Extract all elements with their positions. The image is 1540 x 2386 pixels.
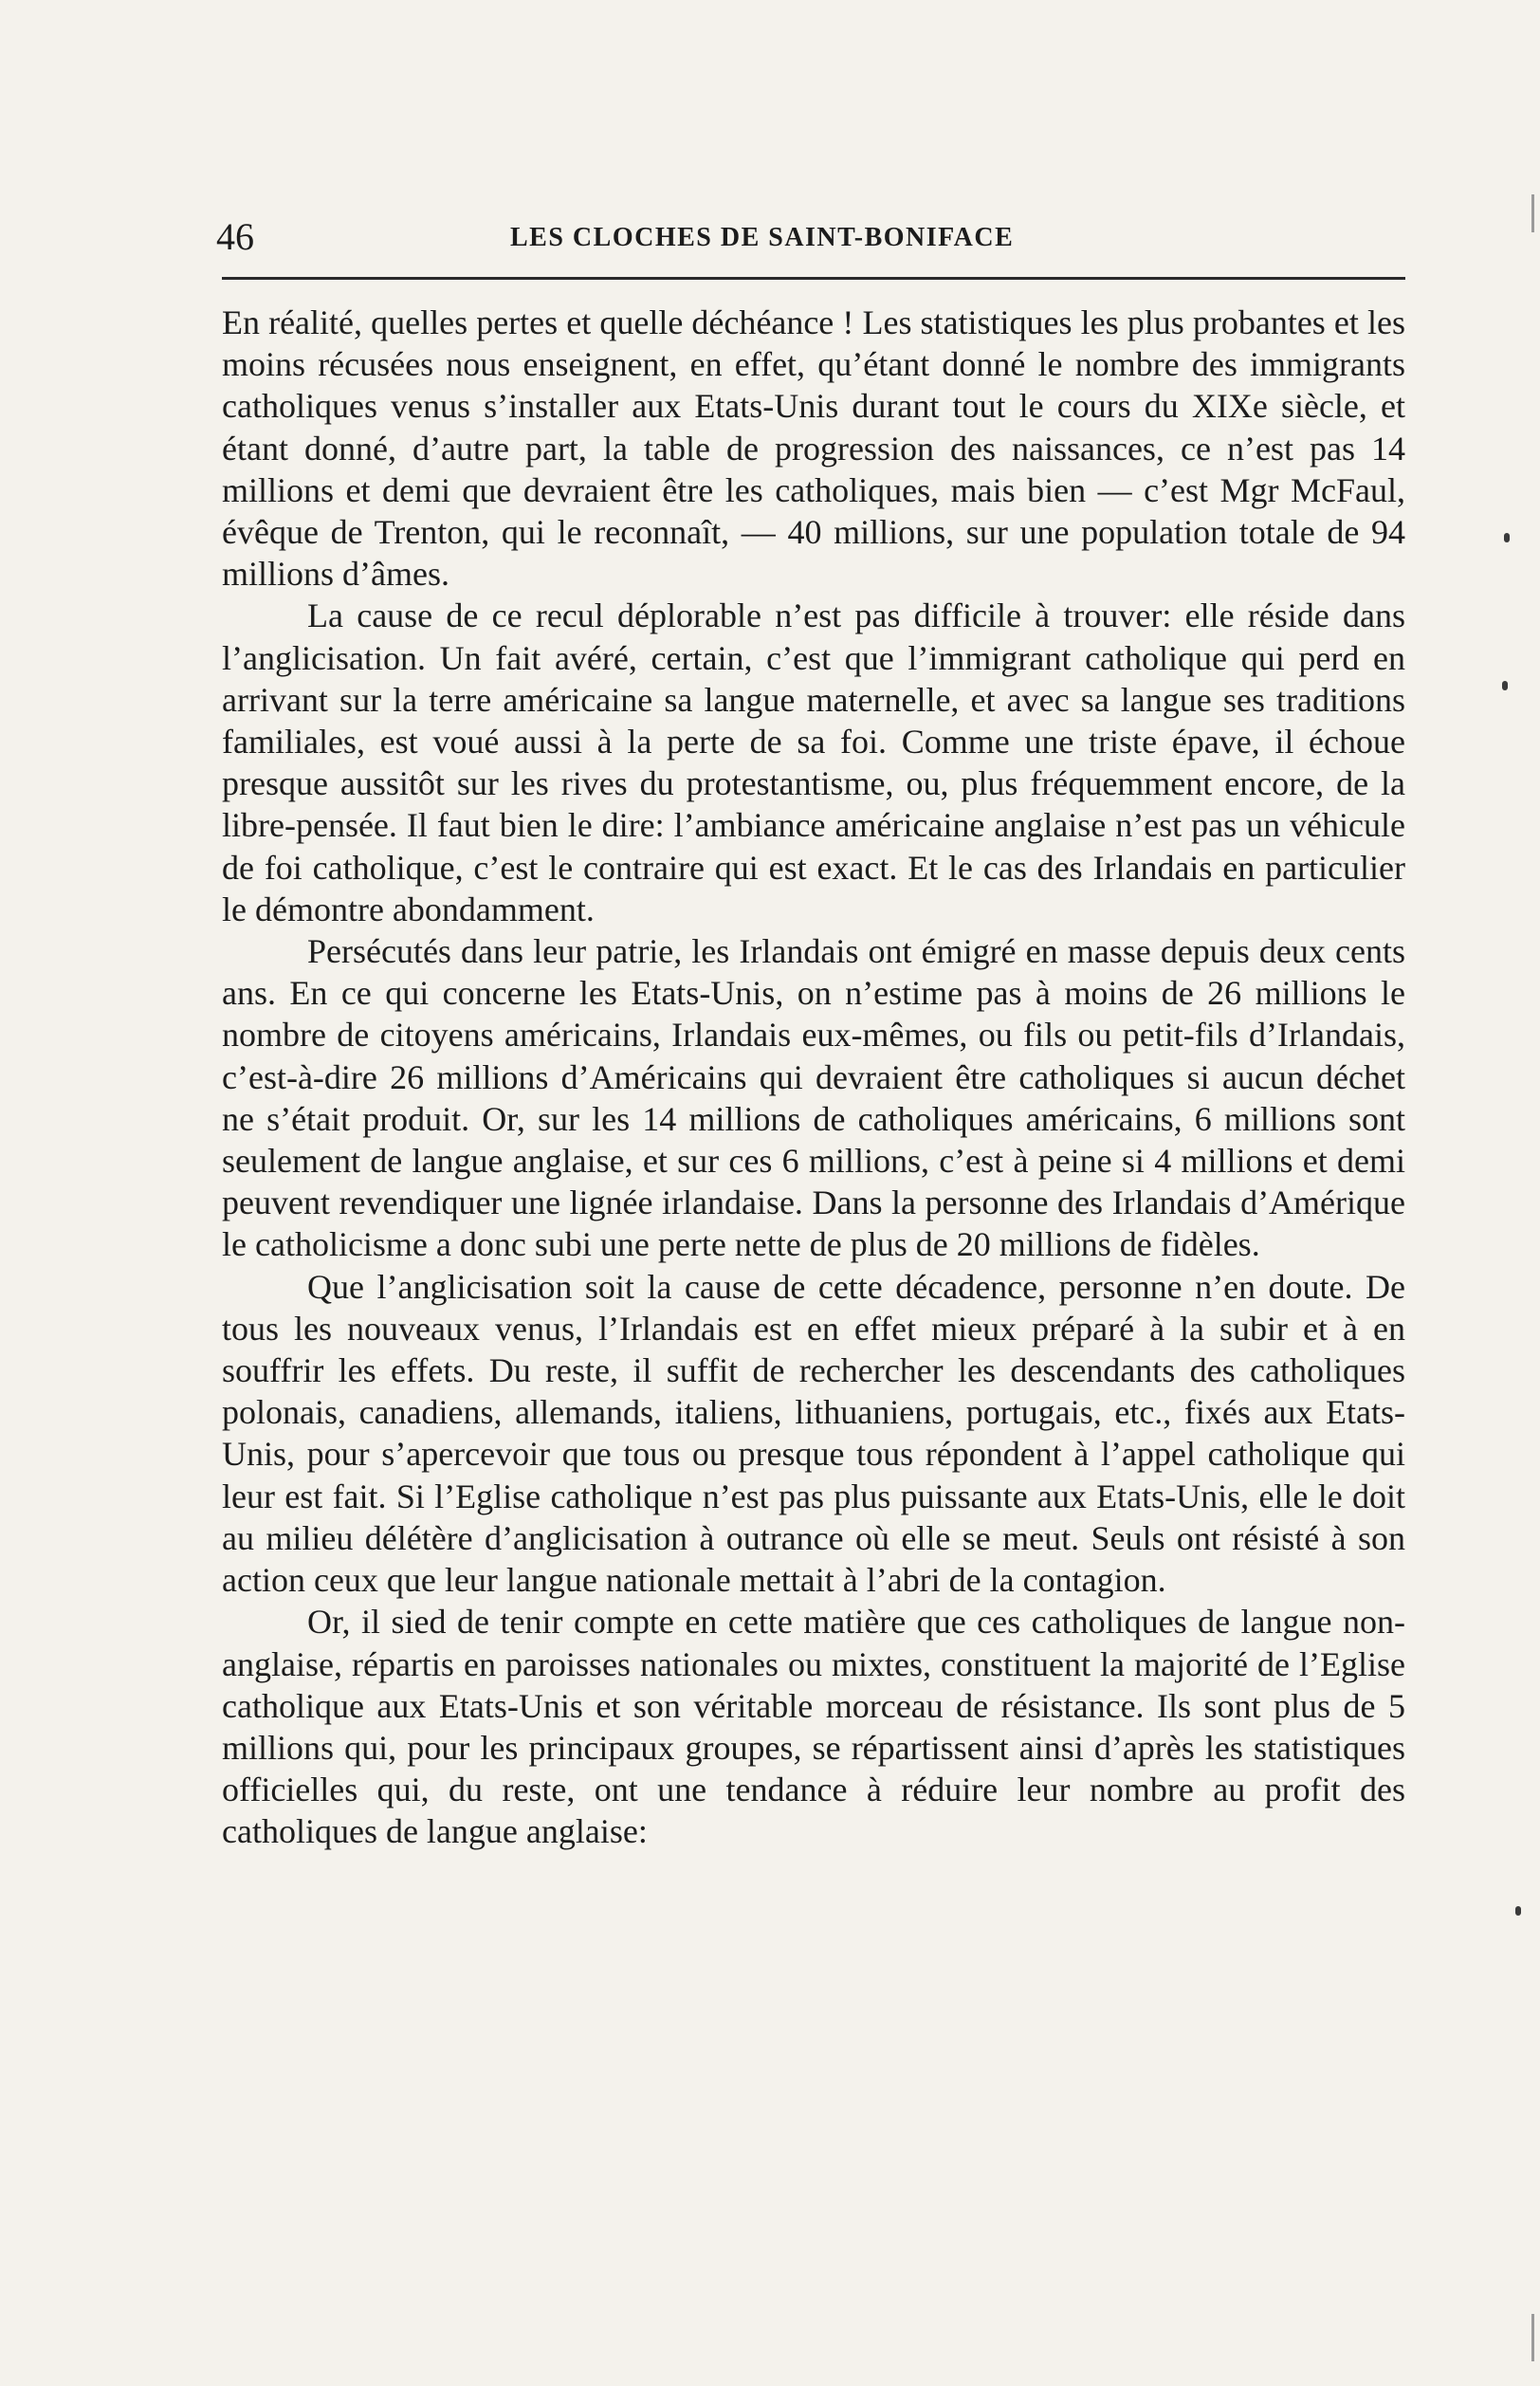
- running-title: LES CLOCHES DE SAINT-BONIFACE: [510, 223, 1015, 252]
- margin-speck: [1504, 533, 1510, 542]
- scan-edge-mark: [1531, 194, 1534, 232]
- scan-edge-mark: [1531, 2314, 1534, 2361]
- header-rule: [222, 277, 1405, 280]
- page-number: 46: [216, 215, 254, 258]
- running-head: [216, 211, 1354, 264]
- paragraph: Or, il sied de tenir compte en cette matière que ces catholiques de langue non-anglaise, répartis en paroisses nationales ou mixtes, constituent la majorité de l’Eglise catholique aux Etats-Unis et son véritable morceau de résistance. Ils sont plus de 5 millions qui, pour les principaux groupes, se répartissent ainsi d’après les statistiques officielles qui, du reste, ont une tendance à réduire leur nombre au profit des catholiques de langue anglaise:: [222, 1603, 1405, 1851]
- paragraph: En réalité, quelles pertes et quelle déchéance ! Les statistiques les plus probantes et les moins récusées nous enseignent, en effet, qu’étant donné le nombre des immigrants catholiques venus s’installer aux Etats-Unis durant tout le cours du XIXe siècle, et étant donné, d’autre part, la table de progression des naissances, ce n’est pas 14 millions et demi que devraient être les catholiques, mais bien — c’est Mgr McFaul, évêque de Trenton, qui le reconnaît, — 40 millions, sur une population totale de 94 millions d’âmes.: [222, 303, 1405, 594]
- margin-speck: [1515, 1906, 1521, 1916]
- margin-speck: [1502, 681, 1508, 690]
- paragraph: Persécutés dans leur patrie, les Irlandais ont émigré en masse depuis deux cents ans. En ce qui concerne les Etats-Unis, on n’estime pas à moins de 26 millions le nombre de citoyens américains, Irlandais eux-mêmes, ou fils ou petit-fils d’Irlandais, c’est-à-dire 26 millions d’Américains qui devraient être catholiques si aucun déchet ne s’était produit. Or, sur les 14 millions de catholiques américains, 6 millions sont seulement de langue anglaise, et sur ces 6 millions, c’est à peine si 4 millions et demi peuvent revendiquer une lignée irlandaise. Dans la personne des Irlandais d’Amérique le catholicisme a donc subi une perte nette de plus de 20 millions de fidèles.: [222, 932, 1405, 1264]
- paragraph: Que l’anglicisation soit la cause de cette décadence, personne n’en doute. De tous les nouveaux venus, l’Irlandais est en effet mieux préparé à la subir et à en souffrir les effets. Du reste, il suffit de rechercher les descendants des catholiques polonais, canadiens, allemands, italiens, lithuaniens, portugais, etc., fixés aux Etats-Unis, pour s’apercevoir que tous ou presque tous répondent à l’appel catholique qui leur est fait. Si l’Eglise catholique n’est pas plus puissante aux Etats-Unis, elle le doit au milieu délétère d’anglicisation à outrance où elle se meut. Seuls ont résisté à son action ceux que leur langue nationale mettait à l’abri de la contagion.: [222, 1267, 1405, 1600]
- body-text: [222, 302, 1405, 1853]
- paragraph: La cause de ce recul déplorable n’est pas difficile à trouver: elle réside dans l’anglicisation. Un fait avéré, certain, c’est que l’immigrant catholique qui perd en arrivant sur la terre américaine sa langue maternelle, et avec sa langue ses traditions familiales, est voué aussi à la perte de sa foi. Comme une triste épave, il échoue presque aussitôt sur les rives du protestantisme, ou, plus fréquemment encore, de la libre-pensée. Il faut bien le dire: l’ambiance américaine anglaise n’est pas un véhicule de foi catholique, c’est le contraire qui est exact. Et le cas des Irlandais en particulier le démontre abondamment.: [222, 596, 1405, 928]
